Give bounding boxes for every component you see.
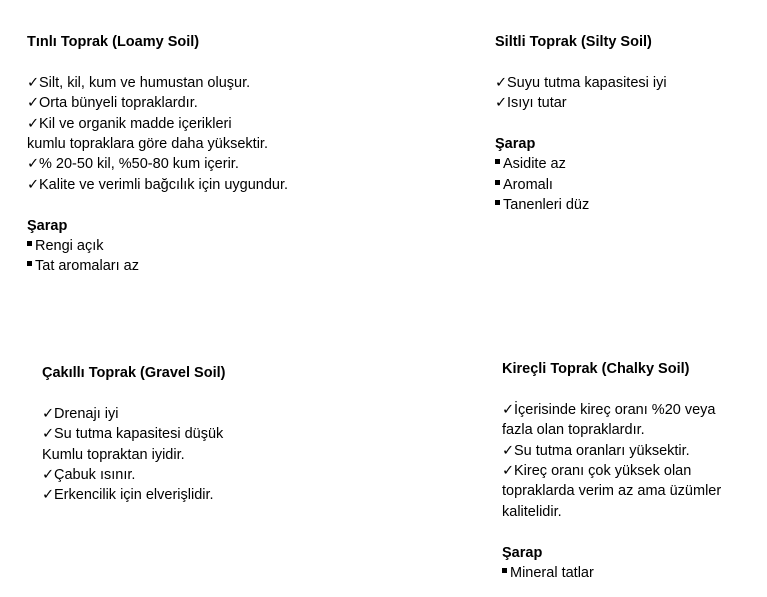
silty-wine-title: Şarap [495,136,536,152]
gravel-soil-section [42,363,225,506]
check-icon: ✓ [27,74,40,91]
silty-wine-list [495,154,667,215]
chalky-soil-section [502,359,721,583]
square-bullet-icon [495,180,500,185]
square-bullet-icon [502,568,507,573]
square-bullet-icon [27,241,32,246]
list-item-text: Isıyı tutar [507,95,567,112]
square-bullet-icon [27,261,32,266]
chalky-wine-list [502,563,721,583]
list-item [502,400,721,420]
square-bullet-icon [495,200,500,205]
check-icon: ✓ [42,487,55,504]
list-item-text: Su tutma oranları yüksektir. [514,442,690,459]
check-icon: ✓ [42,426,55,443]
list-item-text: İçerisinde kireç oranı %20 veya [514,401,716,418]
square-bullet-icon [495,159,500,164]
list-item [27,73,288,93]
list-item-text: Kil ve organik madde içerikleri [39,115,232,132]
wine-item-text: Aromalı [503,176,553,193]
check-icon: ✓ [42,467,55,484]
silty-soil-list [495,73,667,114]
list-item [502,481,721,501]
gravel-soil-list [42,404,225,506]
wine-list-item [495,195,667,215]
loamy-wine-list [27,236,288,277]
wine-list-item [495,175,667,195]
chalky-soil-list [502,400,721,522]
wine-list-item [27,236,288,256]
list-item [495,93,667,113]
loamy-soil-section [27,32,288,277]
wine-item-text: Mineral tatlar [510,565,594,582]
list-item-text: Kalite ve verimli bağcılık için uygundur. [39,176,289,193]
list-item [502,441,721,461]
list-item-text: Orta bünyeli topraklardır. [39,95,198,112]
check-icon: ✓ [495,95,508,112]
list-item [502,502,721,522]
list-item [27,114,288,134]
wine-item-text: Tat aromaları az [35,258,139,275]
list-item-text: Drenajı iyi [54,405,119,422]
check-icon: ✓ [502,442,515,459]
list-item [42,465,225,485]
loamy-soil-title: Tınlı Toprak (Loamy Soil) [27,34,200,50]
gravel-soil-title: Çakıllı Toprak (Gravel Soil) [42,365,226,381]
wine-item-text: Rengi açık [35,238,104,255]
list-item [27,175,288,195]
wine-list-item [502,563,721,583]
check-icon: ✓ [495,74,508,91]
check-icon: ✓ [42,405,55,422]
list-item-text: Su tutma kapasitesi düşük [54,426,224,443]
chalky-wine-title: Şarap [502,544,543,561]
list-item [27,154,288,174]
check-icon: ✓ [502,401,515,418]
wine-item-text: Tanenleri düz [503,197,590,214]
check-icon: ✓ [27,115,40,132]
check-icon: ✓ [27,176,40,193]
check-icon: ✓ [27,95,40,112]
list-item-text: Kumlu topraktan iyidir. [42,446,185,463]
check-icon: ✓ [502,463,515,480]
list-item-text: topraklarda verim az ama üzümler [502,483,722,500]
list-item [502,461,721,481]
list-item [27,134,288,154]
chalky-soil-title: Kireçli Toprak (Chalky Soil) [502,361,690,377]
silty-soil-section [495,32,667,216]
wine-list-item [495,154,667,174]
list-item [42,424,225,444]
list-item-text: Çabuk ısınır. [54,467,136,484]
list-item [42,404,225,424]
list-item-text: fazla olan topraklardır. [502,422,645,439]
list-item-text: kalitelidir. [502,503,562,520]
silty-soil-title: Siltli Toprak (Silty Soil) [495,34,652,50]
list-item [495,73,667,93]
list-item-text: kumlu topraklara göre daha yüksektir. [27,136,268,153]
list-item-text: Suyu tutma kapasitesi iyi [507,74,667,91]
list-item-text: Silt, kil, kum ve humustan oluşur. [39,74,251,91]
list-item [42,485,225,505]
list-item-text: Erkencilik için elverişlidir. [54,487,214,504]
list-item-text: % 20-50 kil, %50-80 kum içerir. [39,156,239,173]
list-item [42,445,225,465]
loamy-wine-title: Şarap [27,217,68,234]
list-item [502,420,721,440]
list-item [27,93,288,113]
check-icon: ✓ [27,156,40,173]
wine-item-text: Asidite az [503,156,566,173]
list-item-text: Kireç oranı çok yüksek olan [514,463,692,480]
wine-list-item [27,256,288,276]
loamy-soil-list [27,73,288,195]
